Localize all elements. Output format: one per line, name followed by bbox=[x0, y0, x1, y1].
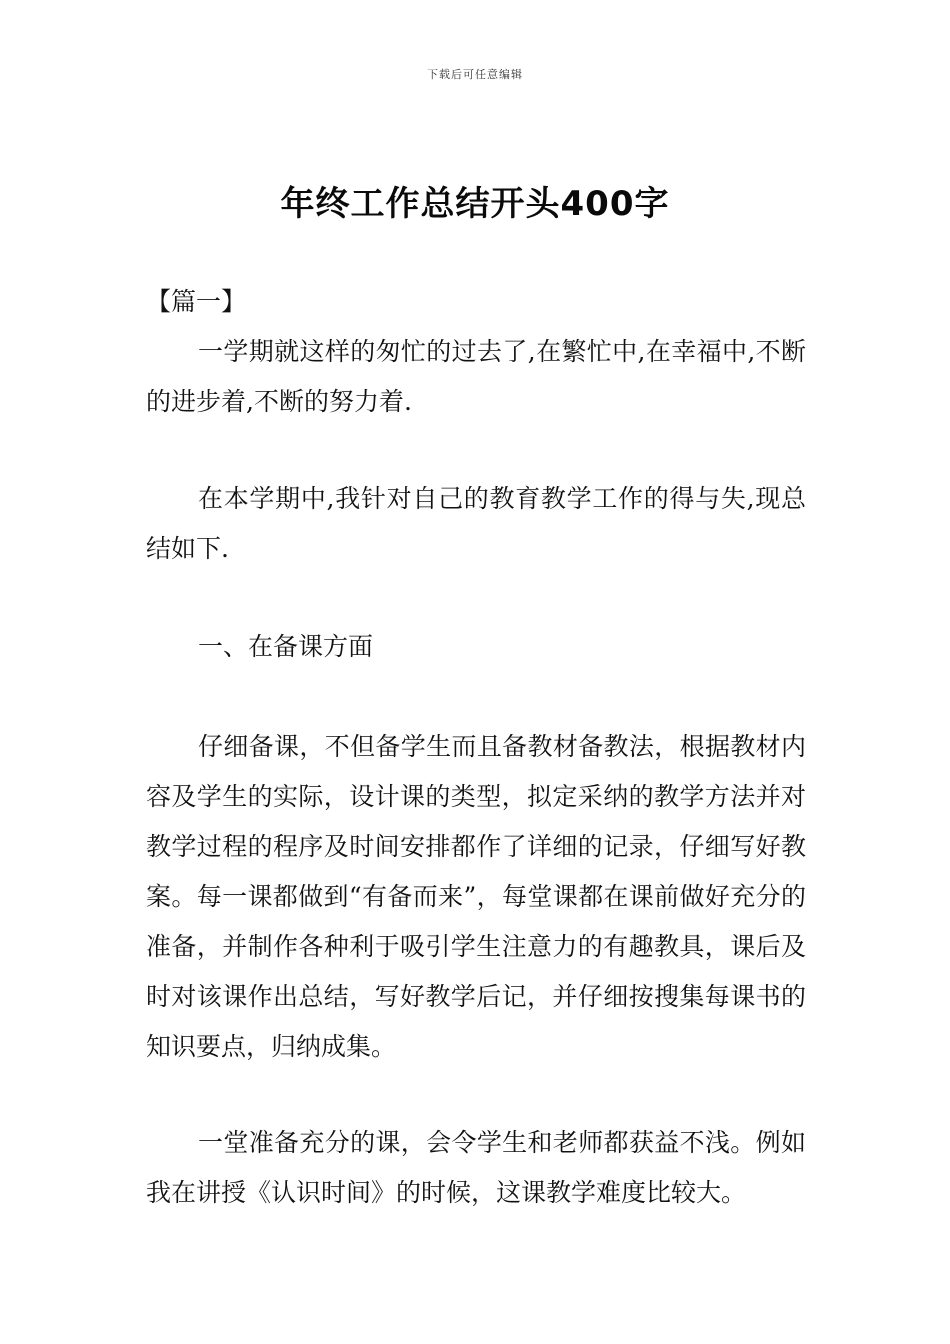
section-label: 【篇一】 bbox=[146, 287, 247, 316]
section-heading-preparation: 一、在备课方面 bbox=[198, 632, 374, 661]
paragraph-3: 仔细备课，不但备学生而且备教材备教法，根据教材内容及学生的实际，设计课的类型，拟定采纳的教学方法并对教学过程的程序及时间安排都作了详细的记录，仔细写好教案。每一课都做到“有备而来”，每堂课都在课前做好充分的准备，并制作各种利于吸引学生注意力的有趣教具，课后及时对该课作出总结，写好教学后记，并仔细按搜集每课书的知识要点，归纳成集。 bbox=[146, 732, 806, 1061]
paragraph-2: 在本学期中,我针对自己的教育教学工作的得与失,现总结如下. bbox=[146, 484, 806, 563]
header-note: 下载后可任意编辑 bbox=[427, 68, 523, 81]
paragraph-1: 一学期就这样的匆忙的过去了,在繁忙中,在幸福中,不断的进步着,不断的努力着. bbox=[146, 337, 806, 416]
document-title: 年终工作总结开头400字 bbox=[280, 184, 670, 224]
paragraph-4: 一堂准备充分的课，会令学生和老师都获益不浅。例如我在讲授《认识时间》的时候，这课教学难度比较大。 bbox=[146, 1128, 806, 1207]
